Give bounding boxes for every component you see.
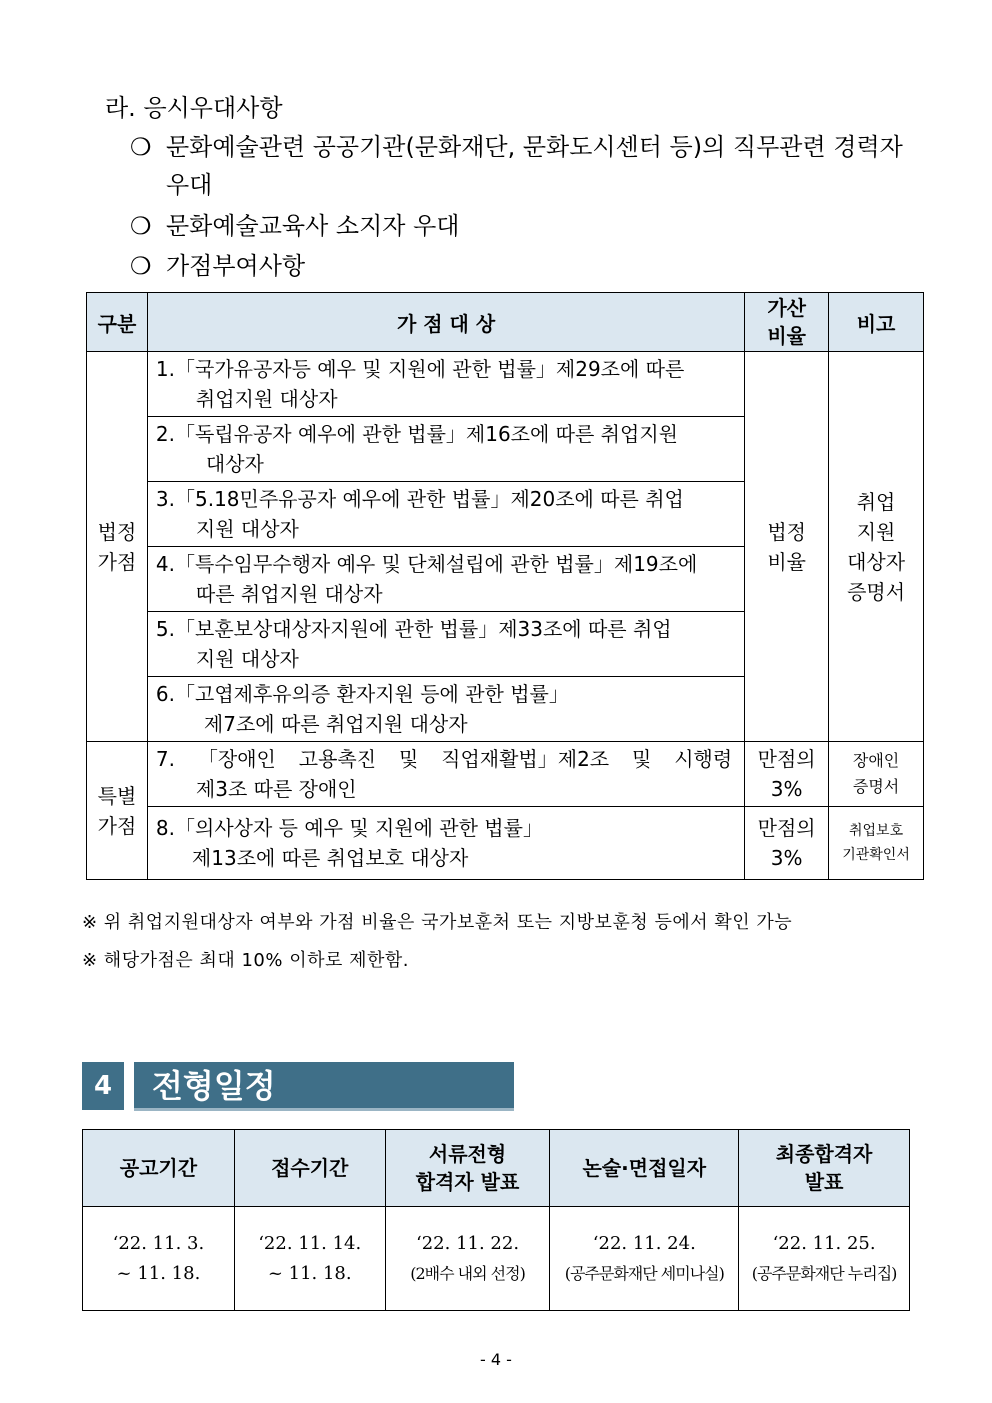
legal-item-6 [147, 677, 744, 742]
table-header-row [83, 1130, 910, 1207]
item-line: 3.「5.18민주유공자 예우에 관한 법률」제20조에 따른 취업 [155, 487, 684, 511]
item-line: 5.「보훈보상대상자지원에 관한 법률」제33조에 따른 취업 [155, 617, 672, 641]
legal-item-1 [147, 352, 744, 417]
cell-line: (공주문화재단 세미나실) [564, 1263, 724, 1283]
cell-line: (공주문화재단 누리집) [751, 1263, 897, 1283]
special-ratio-7: 만점의 3% [745, 742, 829, 807]
schedule-cell-application [234, 1207, 385, 1311]
legal-item-3 [147, 482, 744, 547]
header-final-result: 최종합격자 발표 [739, 1130, 910, 1207]
bullet-text: 문화예술교육사 소지자 우대 [166, 212, 460, 240]
header-announcement: 공고기간 [83, 1130, 235, 1207]
cell-line: ‘22. 11. 25. [772, 1232, 876, 1254]
note-verification: ※ 위 취업지원대상자 여부와 가점 비율은 국가보훈처 또는 지방보훈청 등에서 확인 가능 [82, 912, 793, 933]
section-number-badge: 4 [82, 1062, 124, 1110]
circle-bullet-icon: ❍ [130, 212, 152, 240]
special-category-cell: 특별 가점 [87, 742, 148, 880]
bullet-item-career [130, 128, 920, 204]
special-item-8 [147, 807, 744, 880]
bonus-points-table [86, 292, 924, 880]
table-header-row [87, 293, 924, 352]
item-line: 1.「국가유공자등 예우 및 지원에 관한 법률」제29조에 따른 [155, 357, 685, 381]
item-line: 6.「고엽제후유의증 환자지원 등에 관한 법률」 [155, 682, 569, 706]
item-line: 지원 대상자 [195, 647, 299, 671]
special-remark-7: 장애인 증명서 [829, 742, 924, 807]
table-row [83, 1207, 910, 1311]
item-line: 제3조 따른 장애인 [195, 777, 357, 801]
special-ratio-8: 만점의 3% [745, 807, 829, 880]
legal-category-cell: 법정 가점 [87, 352, 148, 742]
item-word: 고용촉진 [298, 747, 377, 771]
item-word: 직업재활법」제2조 [441, 747, 610, 771]
bullet-text: 가점부여사항 [166, 252, 306, 280]
schedule-cell-interview-date [550, 1207, 739, 1311]
legal-item-2 [147, 417, 744, 482]
circle-bullet-icon: ❍ [130, 252, 152, 280]
item-line: 취업지원 대상자 [195, 387, 338, 411]
special-remark-8: 취업보호 기관확인서 [829, 807, 924, 880]
cell-line: ‘22. 11. 3. [112, 1232, 205, 1254]
item-line: 지원 대상자 [195, 517, 299, 541]
schedule-table [82, 1129, 910, 1311]
item-word: 7. [155, 747, 176, 771]
item-line: 따른 취업지원 대상자 [195, 582, 383, 606]
schedule-cell-final-result [739, 1207, 910, 1311]
item-line: 제7조에 따른 취업지원 대상자 [203, 712, 468, 736]
table-row [87, 352, 924, 417]
item-line: 2.「독립유공자 예우에 관한 법률」제16조에 따른 취업지원 [155, 422, 678, 446]
schedule-cell-announcement [83, 1207, 235, 1311]
special-item-7 [147, 742, 744, 807]
legal-item-5 [147, 612, 744, 677]
bullet-item-bonus [130, 247, 305, 285]
cell-line: ~ 11. 18. [267, 1262, 352, 1284]
header-document-result: 서류전형 합격자 발표 [385, 1130, 550, 1207]
cell-line: ‘22. 11. 14. [258, 1232, 362, 1254]
item-word: 시행령 [674, 747, 733, 771]
legal-remark-cell: 취업 지원 대상자 증명서 [829, 352, 924, 742]
item-line: 제13조에 따른 취업보호 대상자 [191, 846, 469, 870]
header-interview-date: 논술·면접일자 [550, 1130, 739, 1207]
item-line: 8.「의사상자 등 예우 및 지원에 관한 법률」 [155, 816, 543, 840]
section-title: 전형일정 [134, 1062, 514, 1110]
header-application: 접수기간 [234, 1130, 385, 1207]
item-line: 대상자 [205, 452, 264, 476]
header-category: 구분 [87, 293, 148, 352]
item-word: 「장애인 [197, 747, 276, 771]
legal-ratio-cell: 법정 비율 [745, 352, 829, 742]
bullet-text: 문화예술관련 공공기관(문화재단, 문화도시센터 등)의 직무관련 경력자 우대 [166, 133, 903, 199]
page-number: - 4 - [480, 1350, 512, 1369]
header-remark: 비고 [829, 293, 924, 352]
schedule-cell-document-result [385, 1207, 550, 1311]
item-word: 및 [398, 747, 419, 771]
table-row [87, 742, 924, 807]
cell-line: (2배수 내외 선정) [410, 1263, 525, 1283]
bullet-item-certificate [130, 207, 459, 245]
cell-line: ‘22. 11. 22. [416, 1232, 520, 1254]
item-line [156, 744, 736, 774]
cell-line: ‘22. 11. 24. [592, 1232, 696, 1254]
item-line: 4.「특수임무수행자 예우 및 단체설립에 관한 법률」제19조에 [155, 552, 698, 576]
header-target: 가 점 대 상 [147, 293, 744, 352]
section-heading-ra: 라. 응시우대사항 [105, 94, 283, 122]
circle-bullet-icon: ❍ [130, 133, 152, 161]
item-word: 및 [632, 747, 652, 771]
header-ratio: 가산 비율 [745, 293, 829, 352]
cell-line: ~ 11. 18. [116, 1262, 201, 1284]
legal-item-4 [147, 547, 744, 612]
table-row [87, 807, 924, 880]
section-title-underline [134, 1108, 514, 1111]
note-limit: ※ 해당가점은 최대 10% 이하로 제한함. [82, 950, 409, 971]
